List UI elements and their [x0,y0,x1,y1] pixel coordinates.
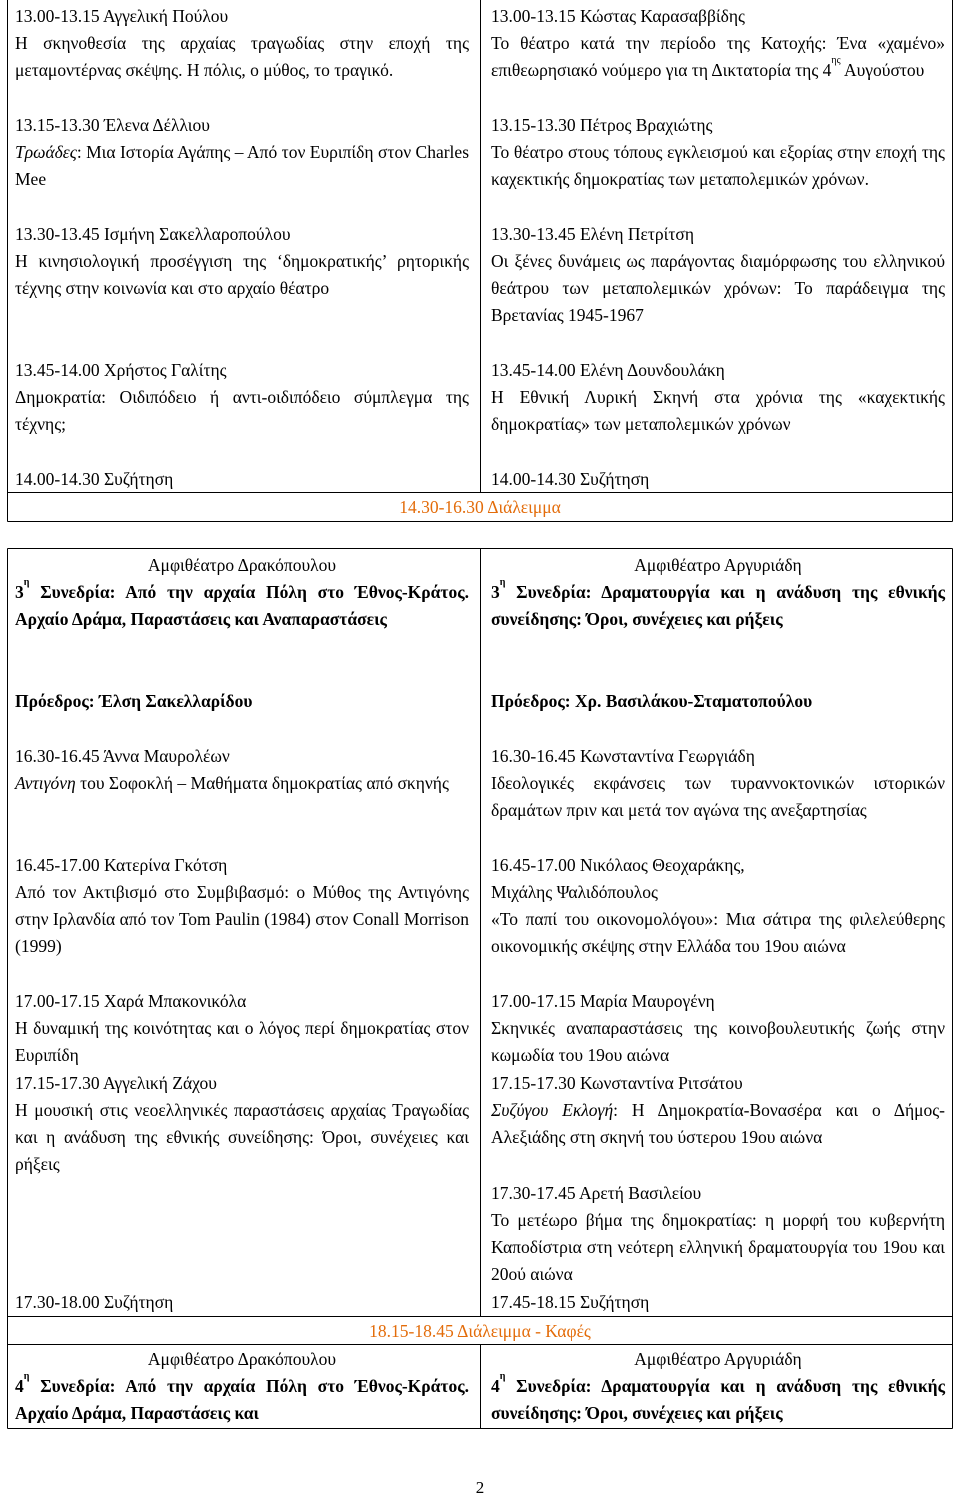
talk-title: Η δυναμική της κοινότητας και ο λόγος περί δημοκρατίας στον Ευριπίδη [15,1018,469,1065]
talk-time-speaker: 13.45-14.00 Ελένη Δουνδουλάκη [491,360,725,380]
discussion-left: 14.00-14.30 Συζήτηση [15,469,174,489]
talk-time-speaker: 16.45-17.00 Νικόλαος Θεοχαράκης, [491,855,745,875]
talk-time-speaker: 17.00-17.15 Μαρία Μαυρογένη [491,991,715,1011]
talk-title-main: Το θέατρο κατά την περίοδο της Κατοχής: Ένα «χαμένο» επιθεωρησιακό νούμερο για τη Δικτατορία της 4 [491,33,945,80]
talk-time-speaker: 13.30-13.45 Ελένη Πετρίτση [491,224,694,244]
talk-title: Οι ξένες δυνάμεις ως παράγοντας διαμόρφωσης του ελληνικού θεάτρου των μεταπολεμικών χρόνων: Το παράδειγμα της Βρετανίας 1945-1967 [491,251,945,325]
superscript: ης [831,55,841,66]
discussion-right: 14.00-14.30 Συζήτηση [491,469,650,489]
talk-time-speaker: 16.30-16.45 Κωνσταντίνα Γεωργιάδη [491,746,755,766]
coffee-break-banner: 18.15-18.45 Διάλειμμα - Καφές [369,1321,591,1341]
discussion-left: 17.30-18.00 Συζήτηση [15,1292,174,1312]
discussion-right: 17.45-18.15 Συζήτηση [491,1292,650,1312]
talk-doundoulaki [491,357,945,438]
talk-title-italic: Συζύγου Εκλογή [491,1100,614,1120]
talk-gkotsi [15,852,469,960]
talk-petritsi [491,221,945,329]
talk-title [491,1097,945,1151]
session-title: $3^\eta$ Συνεδρία: Από την αρχαία Πόλη στο Έθνος-Κράτος. Αρχαίο Δράμα, Παραστάσεις και Αναπαραστάσεις [15,577,469,629]
talk-time-speaker: 16.30-16.45 Άννα Μαυρολέων [15,746,230,766]
talk-sakellaropoulou [15,221,469,302]
talk-title: Η κινησιολογική προσέγγιση της ‘δημοκρατικής’ ρητορικής τέχνης στην κοινωνία και στο αρχαίο θέατρο [15,251,469,298]
talk-bakonikola [15,988,469,1069]
talk-mavroleon [15,743,469,797]
talk-time-speaker: 17.00-17.15 Χαρά Μπακονικόλα [15,991,247,1011]
talk-title: Δημοκρατία: Οιδιπόδειο ή αντι-οιδιπόδειο σύμπλεγμα της τέχνης; [15,387,469,434]
talk-time-speaker: 13.15-13.30 Έλενα Δέλλιου [15,115,210,135]
talk-galitis [15,357,469,438]
talk-karasavvidis [491,3,945,84]
talk-time-speaker: 13.45-14.00 Χρήστος Γαλίτης [15,360,227,380]
talk-title: Η Εθνική Λυρική Σκηνή στα χρόνια της «καχεκτικής δημοκρατίας» των μεταπολεμικών χρόνων [491,387,945,434]
talk-time-speaker: 16.45-17.00 Κατερίνα Γκότση [15,855,228,875]
talk-title [15,139,469,193]
talk-theocharakis [491,852,945,960]
talk-title: Η σκηνοθεσία της αρχαίας τραγωδίας στην εποχή της μεταμοντέρνας σκέψης. Η πόλις, ο μύθος, το τραγικό. [15,33,469,80]
hall-title: Αμφιθέατρο Αργυριάδη [634,1349,802,1369]
talk-title [15,770,469,797]
talk-title-italic: Αντιγόνη [15,773,76,793]
page-number: 2 [475,1478,485,1497]
talk-title: Το μετέωρο βήμα της δημοκρατίας: η μορφή του κυβερνήτη Καποδίστρια στη νεότερη ελληνική δραματουργία του 19ου και 20ού αιώνα [491,1210,945,1284]
talk-georgiadi [491,743,945,824]
talk-speaker-2: Μιχάλης Ψαλιδόπουλος [491,882,658,902]
chair: Πρόεδρος: Χρ. Βασιλάκου-Σταματοπούλου [491,691,813,711]
talk-poulou [15,3,469,84]
talk-zachou [15,1070,469,1178]
session-title: $3^\eta$ Συνεδρία: Δραματουργία και η ανάδυση της εθνικής συνείδησης: Όροι, συνέχειες και ρήξεις [491,577,945,629]
talk-title: Ιδεολογικές εκφάνσεις των τυραννοκτονικών ιστορικών δραμάτων πριν και μετά τον αγώνα της ανεξαρτησίας [491,773,945,820]
talk-ritsatou [491,1070,945,1151]
talk-time-speaker: 13.00-13.15 Κώστας Καρασαββίδης [491,6,745,26]
session-title: $4^\eta$ Συνεδρία: Από την αρχαία Πόλη στο Έθνος-Κράτος. Αρχαίο Δράμα, Παραστάσεις και [15,1371,469,1423]
talk-time-speaker: 13.30-13.45 Ισμήνη Σακελλαροπούλου [15,224,291,244]
break-banner: 14.30-16.30 Διάλειμμα [399,497,561,517]
hall-title: Αμφιθέατρο Δρακόπουλου [147,1349,337,1369]
talk-time-speaker: 17.15-17.30 Κωνσταντίνα Ριτσάτου [491,1073,743,1093]
talk-time-speaker: 13.00-13.15 Αγγελική Πούλου [15,6,229,26]
talk-title-rest: : Μια Ιστορία Αγάπης – Από τον Ευριπίδη στον Charles Mee [15,142,469,189]
talk-vasileiou [491,1180,945,1288]
talk-vrachiotis [491,112,945,193]
talk-title-rest: : Η Δημοκρατία-Βονασέρα και ο Δήμος-Αλεξιάδης στη σκηνή του ύστερου 19ου αιώνα [491,1100,945,1147]
chair: Πρόεδρος: Έλση Σακελλαρίδου [15,691,253,711]
talk-time-speaker: 17.15-17.30 Αγγελική Ζάχου [15,1073,217,1093]
talk-title-end: Αυγούστου [840,60,925,80]
session-title: $4^\eta$ Συνεδρία: Δραματουργία και η ανάδυση της εθνικής συνείδησης: Όροι, συνέχειες και ρήξεις [491,1371,945,1423]
talk-time-speaker: 13.15-13.30 Πέτρος Βραχιώτης [491,115,713,135]
talk-title [491,30,945,84]
talk-title: Το θέατρο στους τόπους εγκλεισμού και εξορίας στην εποχή της καχεκτικής δημοκρατίας των μεταπολεμικών χρόνων. [491,142,945,189]
hall-title: Αμφιθέατρο Δρακόπουλου [147,555,337,575]
talk-delliou [15,112,469,193]
talk-title: Η μουσική στις νεοελληνικές παραστάσεις αρχαίας Τραγωδίας και η ανάδυση της εθνικής συνείδησης: Όροι, συνέχειες και ρήξεις [15,1100,469,1174]
hall-title: Αμφιθέατρο Αργυριάδη [634,555,802,575]
talk-title-rest: του Σοφοκλή – Μαθήματα δημοκρατίας από σκηνής [75,773,449,793]
talk-time-speaker: 17.30-17.45 Αρετή Βασιλείου [491,1183,702,1203]
talk-mavrogeni [491,988,945,1069]
talk-title-italic: Τρωάδες [15,142,77,162]
talk-title: Από τον Ακτιβισμό στο Συμβιβασμό: ο Μύθος της Αντιγόνης στην Ιρλανδία από τον Tom Paulin (1984) στον Conall Morrison (1999) [15,882,469,956]
talk-title: Σκηνικές αναπαραστάσεις της κοινοβουλευτικής ζωής στην κωμωδία του 19ου αιώνα [491,1018,945,1065]
talk-title: «Το παπί του οικονομολόγου»: Μια σάτιρα της φιλελεύθερης οικονομικής σκέψης στην Ελλάδα του 19ου αιώνα [491,909,945,956]
